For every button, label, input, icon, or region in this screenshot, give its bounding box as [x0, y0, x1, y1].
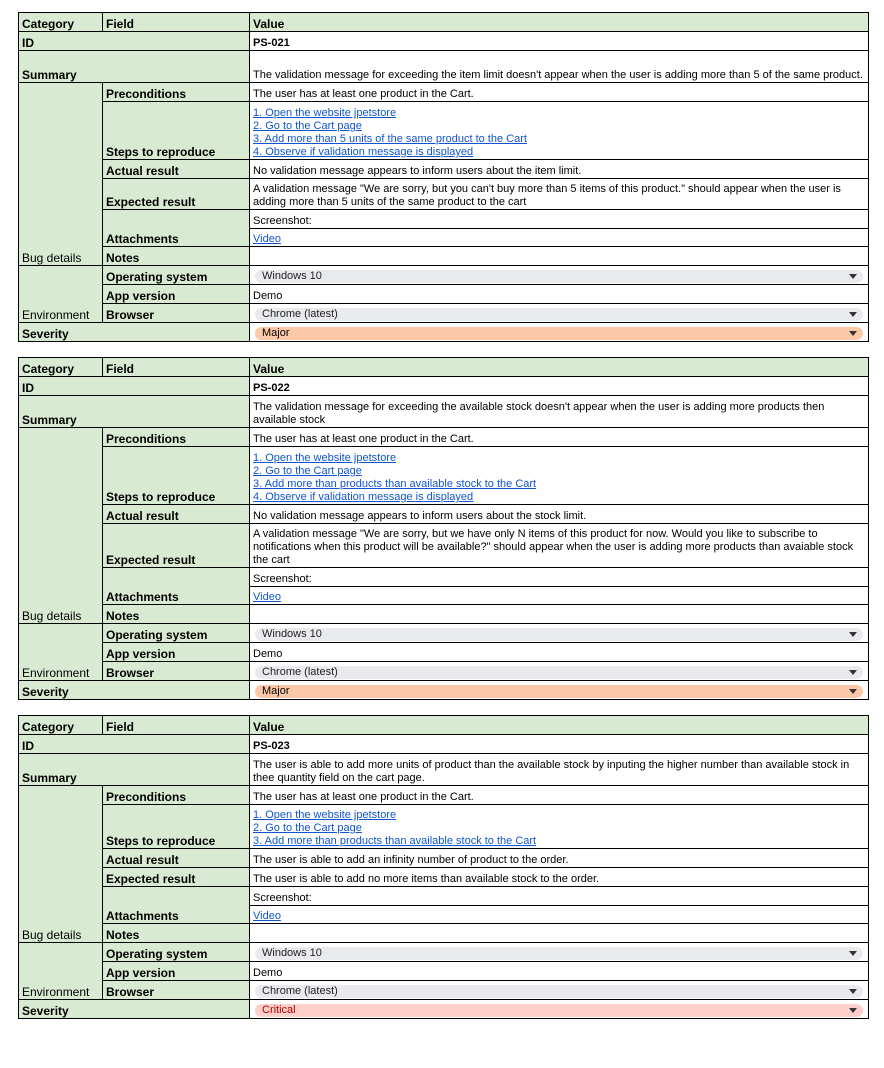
actual-row: [19, 160, 869, 179]
steps-label: Steps to reproduce: [103, 447, 250, 505]
actual-value[interactable]: No validation message appears to inform users about the item limit.: [250, 160, 869, 179]
video-link[interactable]: Video: [253, 233, 281, 245]
browser-cell[interactable]: [250, 304, 869, 323]
os-value: Windows 10: [262, 947, 322, 959]
expected-label: Expected result: [103, 524, 250, 568]
notes-value[interactable]: [250, 924, 869, 943]
os-cell[interactable]: [250, 624, 869, 643]
summary-value[interactable]: The validation message for exceeding the available stock doesn't appear when the user is adding more products then available stock: [250, 396, 869, 428]
severity-cell[interactable]: [250, 1000, 869, 1019]
app-version-value[interactable]: Demo: [250, 962, 869, 981]
attachments-row: [19, 210, 869, 229]
app-version-label: App version: [103, 643, 250, 662]
severity-dropdown[interactable]: [255, 327, 863, 340]
browser-dropdown[interactable]: [255, 308, 863, 321]
header-field: Field: [103, 358, 250, 377]
category-bug-details: Bug details: [19, 428, 103, 624]
severity-cell[interactable]: [250, 323, 869, 342]
header-category: Category: [19, 13, 103, 32]
chevron-down-icon: [849, 951, 857, 956]
category-environment: Environment: [19, 943, 103, 1000]
id-row: [19, 377, 869, 396]
steps-row: [19, 447, 869, 505]
preconditions-row: [19, 786, 869, 805]
browser-value: Chrome (latest): [262, 308, 338, 320]
preconditions-value[interactable]: The user has at least one product in the Cart.: [250, 83, 869, 102]
browser-row: [19, 981, 869, 1000]
severity-value: Major: [262, 685, 290, 697]
steps-value[interactable]: [250, 805, 869, 849]
os-dropdown[interactable]: [255, 628, 863, 641]
os-cell[interactable]: [250, 943, 869, 962]
video-cell[interactable]: [250, 229, 869, 247]
step-link[interactable]: 4. Observe if validation message is displayed: [253, 146, 474, 158]
browser-dropdown[interactable]: [255, 985, 863, 998]
id-label: ID: [19, 377, 250, 396]
actual-row: [19, 849, 869, 868]
header-field: Field: [103, 716, 250, 735]
os-label: Operating system: [103, 943, 250, 962]
summary-row: [19, 396, 869, 428]
severity-row: [19, 681, 869, 700]
app-version-row: [19, 643, 869, 662]
steps-value[interactable]: [250, 447, 869, 505]
chevron-down-icon: [849, 331, 857, 336]
summary-label: Summary: [19, 754, 250, 786]
chevron-down-icon: [849, 1008, 857, 1013]
actual-value[interactable]: No validation message appears to inform users about the stock limit.: [250, 505, 869, 524]
severity-cell[interactable]: [250, 681, 869, 700]
step-link[interactable]: 3. Add more than products than available stock to the Cart: [253, 478, 537, 490]
browser-cell[interactable]: [250, 662, 869, 681]
os-row: [19, 624, 869, 643]
summary-value[interactable]: The user is able to add more units of product than the available stock by inputing the higher number than available stock in thee quantity field on the cart page.: [250, 754, 869, 786]
preconditions-label: Preconditions: [103, 786, 250, 805]
bug-report-table: [18, 357, 869, 700]
os-value: Windows 10: [262, 270, 322, 282]
browser-label: Browser: [103, 981, 250, 1000]
app-version-row: [19, 962, 869, 981]
steps-label: Steps to reproduce: [103, 805, 250, 849]
header-row: [19, 358, 869, 377]
notes-label: Notes: [103, 247, 250, 266]
header-row: [19, 13, 869, 32]
id-row: [19, 735, 869, 754]
screenshot-label[interactable]: Screenshot:: [250, 210, 869, 229]
chevron-down-icon: [849, 989, 857, 994]
bug-report-table: [18, 715, 869, 1019]
category-environment: Environment: [19, 624, 103, 681]
step-link[interactable]: 1. Open the website jpetstore: [253, 809, 397, 821]
category-environment: Environment: [19, 266, 103, 323]
steps-row: [19, 102, 869, 160]
actual-label: Actual result: [103, 505, 250, 524]
notes-label: Notes: [103, 924, 250, 943]
notes-row: [19, 924, 869, 943]
header-row: [19, 716, 869, 735]
expected-value[interactable]: A validation message "We are sorry, but you can't buy more than 5 items of this product." should appear when the user is adding more than 5 units of the same product to the cart: [250, 179, 869, 210]
video-cell[interactable]: [250, 906, 869, 924]
preconditions-value[interactable]: The user has at least one product in the Cart.: [250, 428, 869, 447]
browser-dropdown[interactable]: [255, 666, 863, 679]
app-version-value[interactable]: Demo: [250, 643, 869, 662]
preconditions-label: Preconditions: [103, 428, 250, 447]
severity-row: [19, 323, 869, 342]
header-category: Category: [19, 358, 103, 377]
category-bug-details: Bug details: [19, 83, 103, 266]
preconditions-row: [19, 83, 869, 102]
browser-value: Chrome (latest): [262, 666, 338, 678]
header-value: Value: [250, 13, 869, 32]
summary-row: [19, 51, 869, 83]
notes-row: [19, 247, 869, 266]
step-link[interactable]: 1. Open the website jpetstore: [253, 107, 397, 119]
actual-row: [19, 505, 869, 524]
preconditions-row: [19, 428, 869, 447]
browser-value: Chrome (latest): [262, 985, 338, 997]
id-value[interactable]: PS-022: [250, 377, 869, 396]
severity-dropdown[interactable]: [255, 685, 863, 698]
id-row: [19, 32, 869, 51]
step-link[interactable]: 4. Observe if validation message is displayed: [253, 491, 474, 503]
os-row: [19, 266, 869, 285]
expected-value[interactable]: A validation message "We are sorry, but we have only N items of this product for now. Would you like to subscribe to notifications when this product will be available?" should appear when the user is adding more products than avaiable stock the cart: [250, 524, 869, 568]
id-label: ID: [19, 32, 250, 51]
severity-value: Critical: [262, 1004, 296, 1016]
header-category: Category: [19, 716, 103, 735]
chevron-down-icon: [849, 312, 857, 317]
os-row: [19, 943, 869, 962]
os-value: Windows 10: [262, 628, 322, 640]
browser-row: [19, 304, 869, 323]
summary-row: [19, 754, 869, 786]
os-label: Operating system: [103, 266, 250, 285]
chevron-down-icon: [849, 689, 857, 694]
app-version-value[interactable]: Demo: [250, 285, 869, 304]
severity-value: Major: [262, 327, 290, 339]
notes-label: Notes: [103, 605, 250, 624]
notes-value[interactable]: [250, 247, 869, 266]
video-link[interactable]: Video: [253, 910, 281, 922]
summary-label: Summary: [19, 396, 250, 428]
os-cell[interactable]: [250, 266, 869, 285]
video-cell[interactable]: [250, 587, 869, 605]
actual-label: Actual result: [103, 849, 250, 868]
attachments-row: [19, 568, 869, 587]
id-label: ID: [19, 735, 250, 754]
attachments-label: Attachments: [103, 210, 250, 247]
steps-label: Steps to reproduce: [103, 102, 250, 160]
os-dropdown[interactable]: [255, 947, 863, 960]
bug-report-table: [18, 12, 869, 342]
expected-label: Expected result: [103, 868, 250, 887]
expected-value[interactable]: The user is able to add no more items than available stock to the order.: [250, 868, 869, 887]
browser-label: Browser: [103, 662, 250, 681]
actual-label: Actual result: [103, 160, 250, 179]
screenshot-label[interactable]: Screenshot:: [250, 887, 869, 906]
step-link[interactable]: 1. Open the website jpetstore: [253, 452, 397, 464]
os-label: Operating system: [103, 624, 250, 643]
browser-row: [19, 662, 869, 681]
step-link[interactable]: 2. Go to the Cart page: [253, 465, 362, 477]
category-bug-details: Bug details: [19, 786, 103, 943]
chevron-down-icon: [849, 274, 857, 279]
attachments-row: [19, 887, 869, 906]
severity-label: Severity: [19, 681, 250, 700]
summary-label: Summary: [19, 51, 250, 83]
screenshot-label[interactable]: Screenshot:: [250, 568, 869, 587]
actual-value[interactable]: The user is able to add an infinity number of product to the order.: [250, 849, 869, 868]
chevron-down-icon: [849, 632, 857, 637]
header-value: Value: [250, 716, 869, 735]
step-link[interactable]: 2. Go to the Cart page: [253, 120, 362, 132]
severity-row: [19, 1000, 869, 1019]
chevron-down-icon: [849, 670, 857, 675]
step-link[interactable]: 2. Go to the Cart page: [253, 822, 362, 834]
expected-label: Expected result: [103, 179, 250, 210]
header-field: Field: [103, 13, 250, 32]
id-value[interactable]: PS-023: [250, 735, 869, 754]
browser-cell[interactable]: [250, 981, 869, 1000]
step-link[interactable]: 3. Add more than 5 units of the same product to the Cart: [253, 133, 527, 145]
severity-label: Severity: [19, 1000, 250, 1019]
id-value[interactable]: PS-021: [250, 32, 869, 51]
attachments-label: Attachments: [103, 887, 250, 924]
app-version-row: [19, 285, 869, 304]
expected-row: [19, 179, 869, 210]
video-link[interactable]: Video: [253, 591, 281, 603]
preconditions-value[interactable]: The user has at least one product in the Cart.: [250, 786, 869, 805]
notes-value[interactable]: [250, 605, 869, 624]
expected-row: [19, 868, 869, 887]
os-dropdown[interactable]: [255, 270, 863, 283]
expected-row: [19, 524, 869, 568]
steps-value[interactable]: [250, 102, 869, 160]
step-link[interactable]: 3. Add more than products than available stock to the Cart: [253, 835, 537, 847]
severity-label: Severity: [19, 323, 250, 342]
header-value: Value: [250, 358, 869, 377]
browser-label: Browser: [103, 304, 250, 323]
notes-row: [19, 605, 869, 624]
attachments-label: Attachments: [103, 568, 250, 605]
app-version-label: App version: [103, 962, 250, 981]
severity-dropdown[interactable]: [255, 1004, 863, 1017]
preconditions-label: Preconditions: [103, 83, 250, 102]
summary-value[interactable]: The validation message for exceeding the item limit doesn't appear when the user is adding more than 5 of the same product.: [250, 51, 869, 83]
app-version-label: App version: [103, 285, 250, 304]
steps-row: [19, 805, 869, 849]
